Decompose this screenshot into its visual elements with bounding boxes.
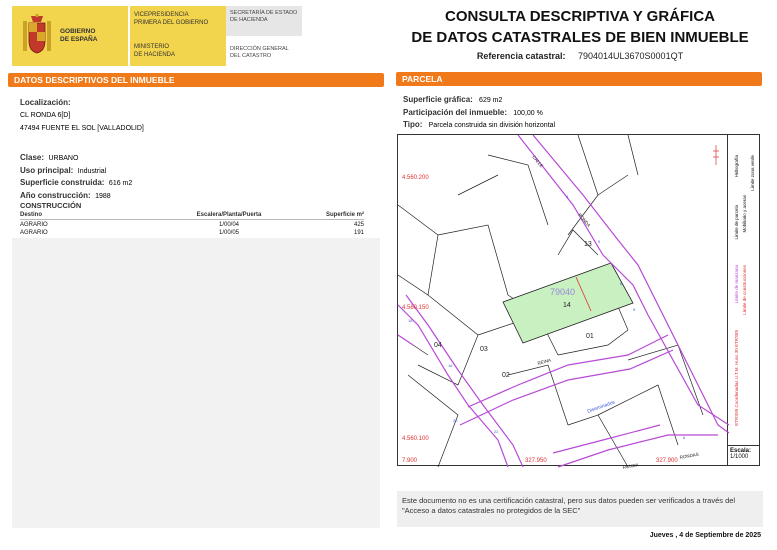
reference-label: Referencia catastral: [476,51,566,61]
svg-text:5: 5 [598,239,601,244]
parcela-header: PARCELA [396,72,762,86]
cell-destino: AGRARIO [20,222,48,228]
anio-label: Año construcción: [20,191,91,200]
svg-text:5: 5 [633,307,636,312]
superficie-grafica-value: 629 m2 [479,97,503,104]
north-arrow-icon [713,145,719,165]
gobierno-line1: GOBIERNO [60,28,96,35]
cell-escalera: 1/00/05 [218,230,240,236]
construccion-table [20,212,364,236]
cell-destino: AGRARIO [20,230,48,236]
page-title-line2: DE DATOS CATASTRALES DE BIEN INMUEBLE [411,29,749,46]
table-row [20,220,364,228]
svg-text:20: 20 [453,418,458,423]
cell-superficie: 425 [353,222,364,228]
svg-text:16: 16 [448,363,453,368]
street-label: RONDA [622,462,640,470]
cell-superficie: 191 [353,230,364,236]
location-label: Localización: [20,98,71,107]
coord-label: 4.560.200 [402,175,429,181]
sec-line2: DE HACIENDA [230,17,268,23]
svg-text:18: 18 [408,318,413,323]
map-drawing [398,135,729,470]
parcel-id-label: 79040 [550,287,576,297]
participacion-row [403,107,763,120]
participacion-value: 100,00 % [513,109,543,117]
parcel-number: 01 [586,333,594,340]
tipo-value: Parcela construida sin división horizontal [428,122,556,129]
svg-text:4: 4 [566,194,569,199]
parcel-number: 03 [480,346,488,353]
diseminados-label: Diseminados [586,399,616,415]
street-label: RONDAS [679,451,700,460]
issue-date: Jueves , 4 de Septiembre de 2025 [649,532,761,539]
map-legend [728,134,760,466]
superficie-value: 616 m2 [108,180,133,187]
legend-zona-verde: Límite zona verde [750,155,755,191]
coord-label: 4.560.100 [402,436,429,442]
street-label: CALLE [531,154,545,169]
legend-manzana: Límite de manzana [734,265,739,304]
disclaimer-note: Este documento no es una certificación catastral, pero sus datos pueden ser verificados a través del "Acceso a datos catastrales no protegidos de la SEC" [397,491,763,527]
scale-label: Escala: [730,448,752,454]
clase-label: Clase: [20,153,45,162]
legend-mobiliario: Mobiliario y aceras [742,195,747,233]
parcela-info [403,94,763,132]
coord-label: 4.560.150 [402,305,429,311]
tipo-row [403,119,763,132]
clase-value: URBANO [48,155,79,162]
vice-line2: PRIMERA DEL GOBIERNO [134,19,209,26]
government-logo-block [12,6,302,66]
coat-of-arms-icon [20,13,54,59]
coord-label: 327.950 [525,458,547,464]
vice-line1: VICEPRESIDENCIA [134,12,189,18]
parcel-number: 14 [563,302,571,309]
tipo-label: Tipo: [403,120,423,129]
construccion-heading: CONSTRUCCIÓN [20,201,82,210]
descriptive-data-header: DATOS DESCRIPTIVOS DEL INMUEBLE [8,73,384,87]
table-row [20,228,364,236]
uso-label: Uso principal: [20,166,74,175]
coord-label: 327.900 [656,458,678,464]
svg-text:6: 6 [683,435,686,440]
ministerio-line2: DE HACIENDA [134,51,176,58]
sec-line1: SECRETARÍA DE ESTADO [230,10,298,16]
gobierno-line2: DE ESPAÑA [60,36,98,43]
th-superficie: Superficie m² [325,212,364,218]
parcel-number: 13 [584,241,592,248]
anio-value: 1988 [95,193,111,200]
uso-value: Industrial [77,168,107,175]
scale-value: 1/1000 [730,454,749,460]
superficie-grafica-row [403,94,763,107]
th-escalera: Escalera/Planta/Puerta [196,212,262,218]
superficie-grafica-label: Superficie gráfica: [403,95,473,104]
parcel-number: 02 [502,372,510,379]
location-line1: CL RONDA 6[D] [20,112,71,119]
scale-box [728,445,760,465]
gobierno-logo [12,6,128,66]
legend-coords: ETRS89 Coordenadas U.T.M. Huso 30 ETRS89 [734,330,739,426]
table-background [12,238,380,528]
legend-parcela: Límite de parcela [734,205,739,240]
location-line2: 47494 FUENTE EL SOL [VALLADOLID] [20,125,144,132]
legend-hidrografia: Hidrografía [734,155,739,178]
reference-value: 7904014UL3670S0001QT [577,51,684,61]
legend-construcciones: Límite de construcciones [742,265,747,315]
coord-label: 7.900 [402,458,418,464]
vicepresidencia-block [128,6,226,66]
svg-text:22: 22 [494,429,499,434]
page-title-line1: CONSULTA DESCRIPTIVA Y GRÁFICA [444,8,715,25]
superficie-label: Superficie construida: [20,178,105,187]
reference-line [390,51,770,61]
cell-escalera: 1/00/04 [218,222,240,228]
dg-line2: DEL CATASTRO [230,53,272,59]
svg-text:6: 6 [620,281,623,286]
street-label: RONDA [577,212,592,229]
table-header [20,212,364,220]
descriptive-data-panel [12,88,382,528]
cadastral-map [397,134,728,470]
parcel-number: 04 [434,342,442,349]
ministerio-line1: MINISTERIO [134,44,170,50]
street-label: REINA [536,357,552,366]
dg-line1: DIRECCIÓN GENERAL [230,46,289,52]
th-destino: Destino [20,212,43,218]
secretaria-block [226,6,302,66]
participacion-label: Participación del inmueble: [403,107,508,117]
